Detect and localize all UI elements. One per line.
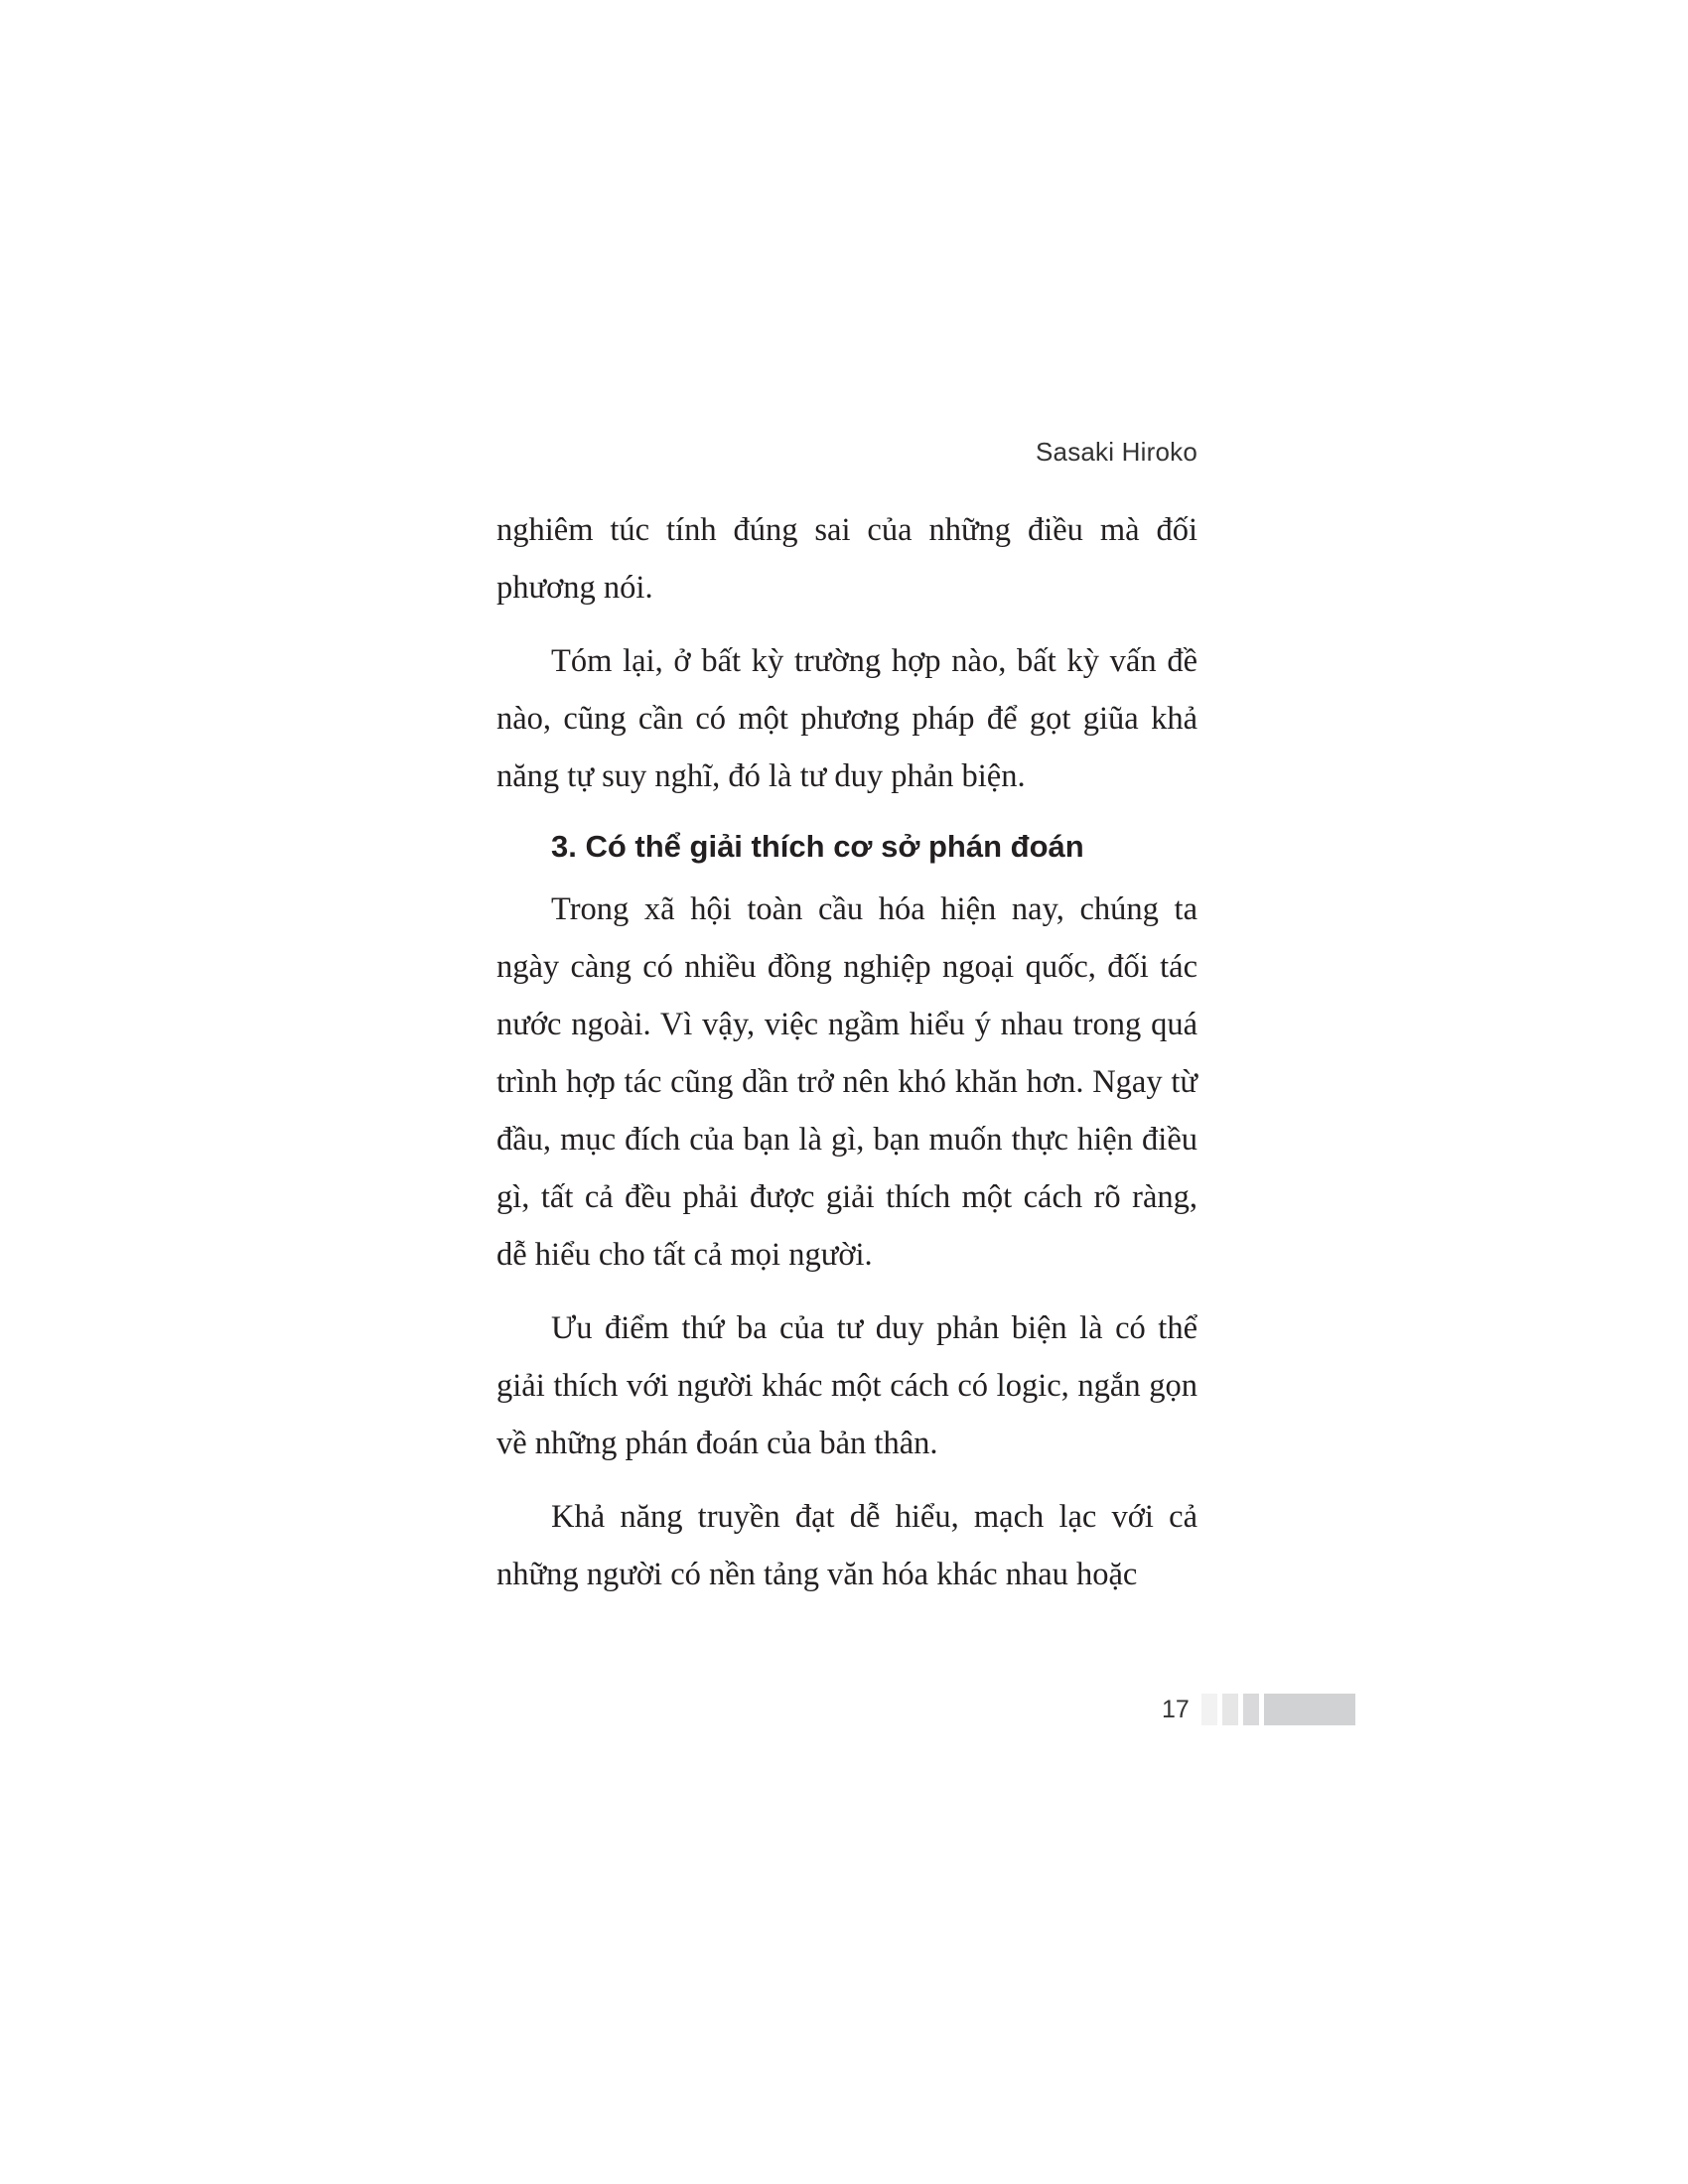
body-text <box>496 501 1197 1619</box>
folio-bar-segment <box>1222 1694 1238 1725</box>
paragraph: Tóm lại, ở bất kỳ trường hợp nào, bất kỳ vấn đề nào, cũng cần có một phương pháp để gọt giũa khả năng tự suy nghĩ, đó là tư duy phản biện. <box>496 643 1197 794</box>
page-footer <box>1162 1694 1355 1725</box>
section-heading: 3. Có thể giải thích cơ sở phán đoán <box>551 829 1084 864</box>
paragraph: Trong xã hội toàn cầu hóa hiện nay, chúng ta ngày càng có nhiều đồng nghiệp ngoại quốc, đối tác nước ngoài. Vì vậy, việc ngầm hiểu ý nhau trong quá trình hợp tác cũng dần trở nên khó khăn hơn. Ngay từ đầu, mục đích của bạn là gì, bạn muốn thực hiện điều gì, tất cả đều phải được giải thích một cách rõ ràng, dễ hiểu cho tất cả mọi người. <box>496 891 1197 1273</box>
folio-bar-segment <box>1264 1694 1355 1725</box>
paragraph-continued: nghiêm túc tính đúng sai của những điều mà đối phương nói. <box>496 512 1197 606</box>
folio-decoration-bar <box>1201 1694 1355 1725</box>
paragraph: Ưu điểm thứ ba của tư duy phản biện là có thể giải thích với người khác một cách có logic, ngắn gọn về những phán đoán của bản thân. <box>496 1310 1197 1461</box>
folio-bar-segment <box>1243 1694 1259 1725</box>
running-header-author: Sasaki Hiroko <box>1036 437 1197 467</box>
folio-bar-segment <box>1201 1694 1217 1725</box>
paragraph: Khả năng truyền đạt dễ hiểu, mạch lạc với cả những người có nền tảng văn hóa khác nhau hoặc <box>496 1499 1197 1592</box>
page-number: 17 <box>1162 1696 1190 1723</box>
